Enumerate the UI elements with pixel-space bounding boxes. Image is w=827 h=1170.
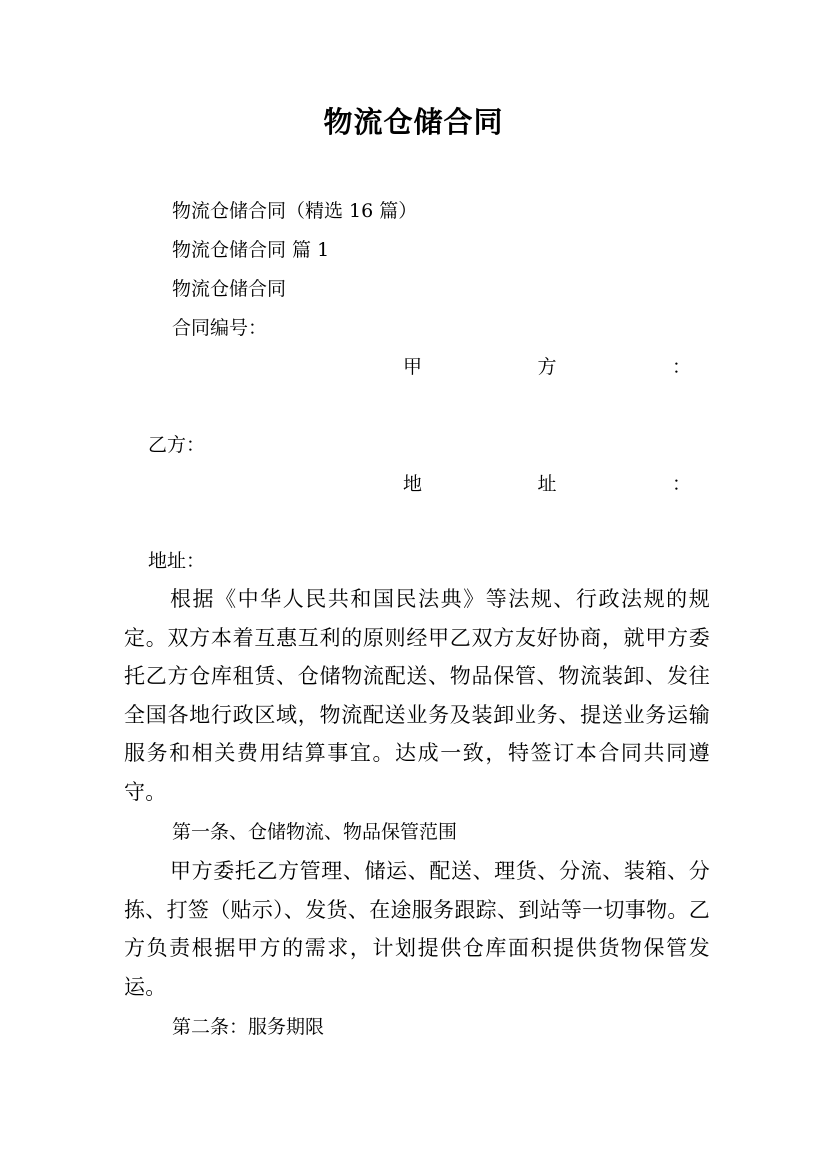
- paragraph-preamble: 根据《中华人民共和国民法典》等法规、行政法规的规定。双方本着互惠互利的原则经甲乙双方友好协商，就甲方委托乙方仓库租赁、仓储物流配送、物品保管、物流装卸、发往全国各地行政区域，物流配送业务及装卸业务、提送业务运输服务和相关费用结算事宜。达成一致，特签订本合同共同遵守。: [124, 587, 710, 804]
- contract-number-label: 合同编号：: [172, 317, 268, 339]
- address-char-2: 址: [537, 473, 557, 495]
- party-a-char-1: 甲: [403, 356, 423, 378]
- article-1-heading: 第一条、仓储物流、物品保管范围: [172, 821, 458, 843]
- party-b-address-label: 地址：: [148, 550, 206, 572]
- address-char-1: 地: [403, 473, 423, 495]
- article-2-heading: 第二条：服务期限: [172, 1016, 325, 1038]
- party-a-char-2: 方: [537, 356, 557, 378]
- party-a-colon: ：: [671, 356, 691, 378]
- subtitle-line-1: 物流仓储合同（精选 16 篇）: [172, 200, 418, 222]
- subtitle-line-2: 物流仓储合同 篇 1: [172, 239, 330, 261]
- party-b-label: 乙方：: [148, 434, 206, 456]
- party-a-address-label: [403, 470, 691, 498]
- party-a-label: [403, 353, 691, 381]
- paragraph-scope: 甲方委托乙方管理、储运、配送、理货、分流、装箱、分拣、打签（贴示）、发货、在途服务跟踪、到站等一切事物。乙方负责根据甲方的需求，计划提供仓库面积提供货物保管发运。: [124, 859, 710, 999]
- subtitle-line-3: 物流仓储合同: [172, 278, 287, 300]
- address-colon: ：: [671, 473, 691, 495]
- document-title: 物流仓储合同: [323, 105, 504, 139]
